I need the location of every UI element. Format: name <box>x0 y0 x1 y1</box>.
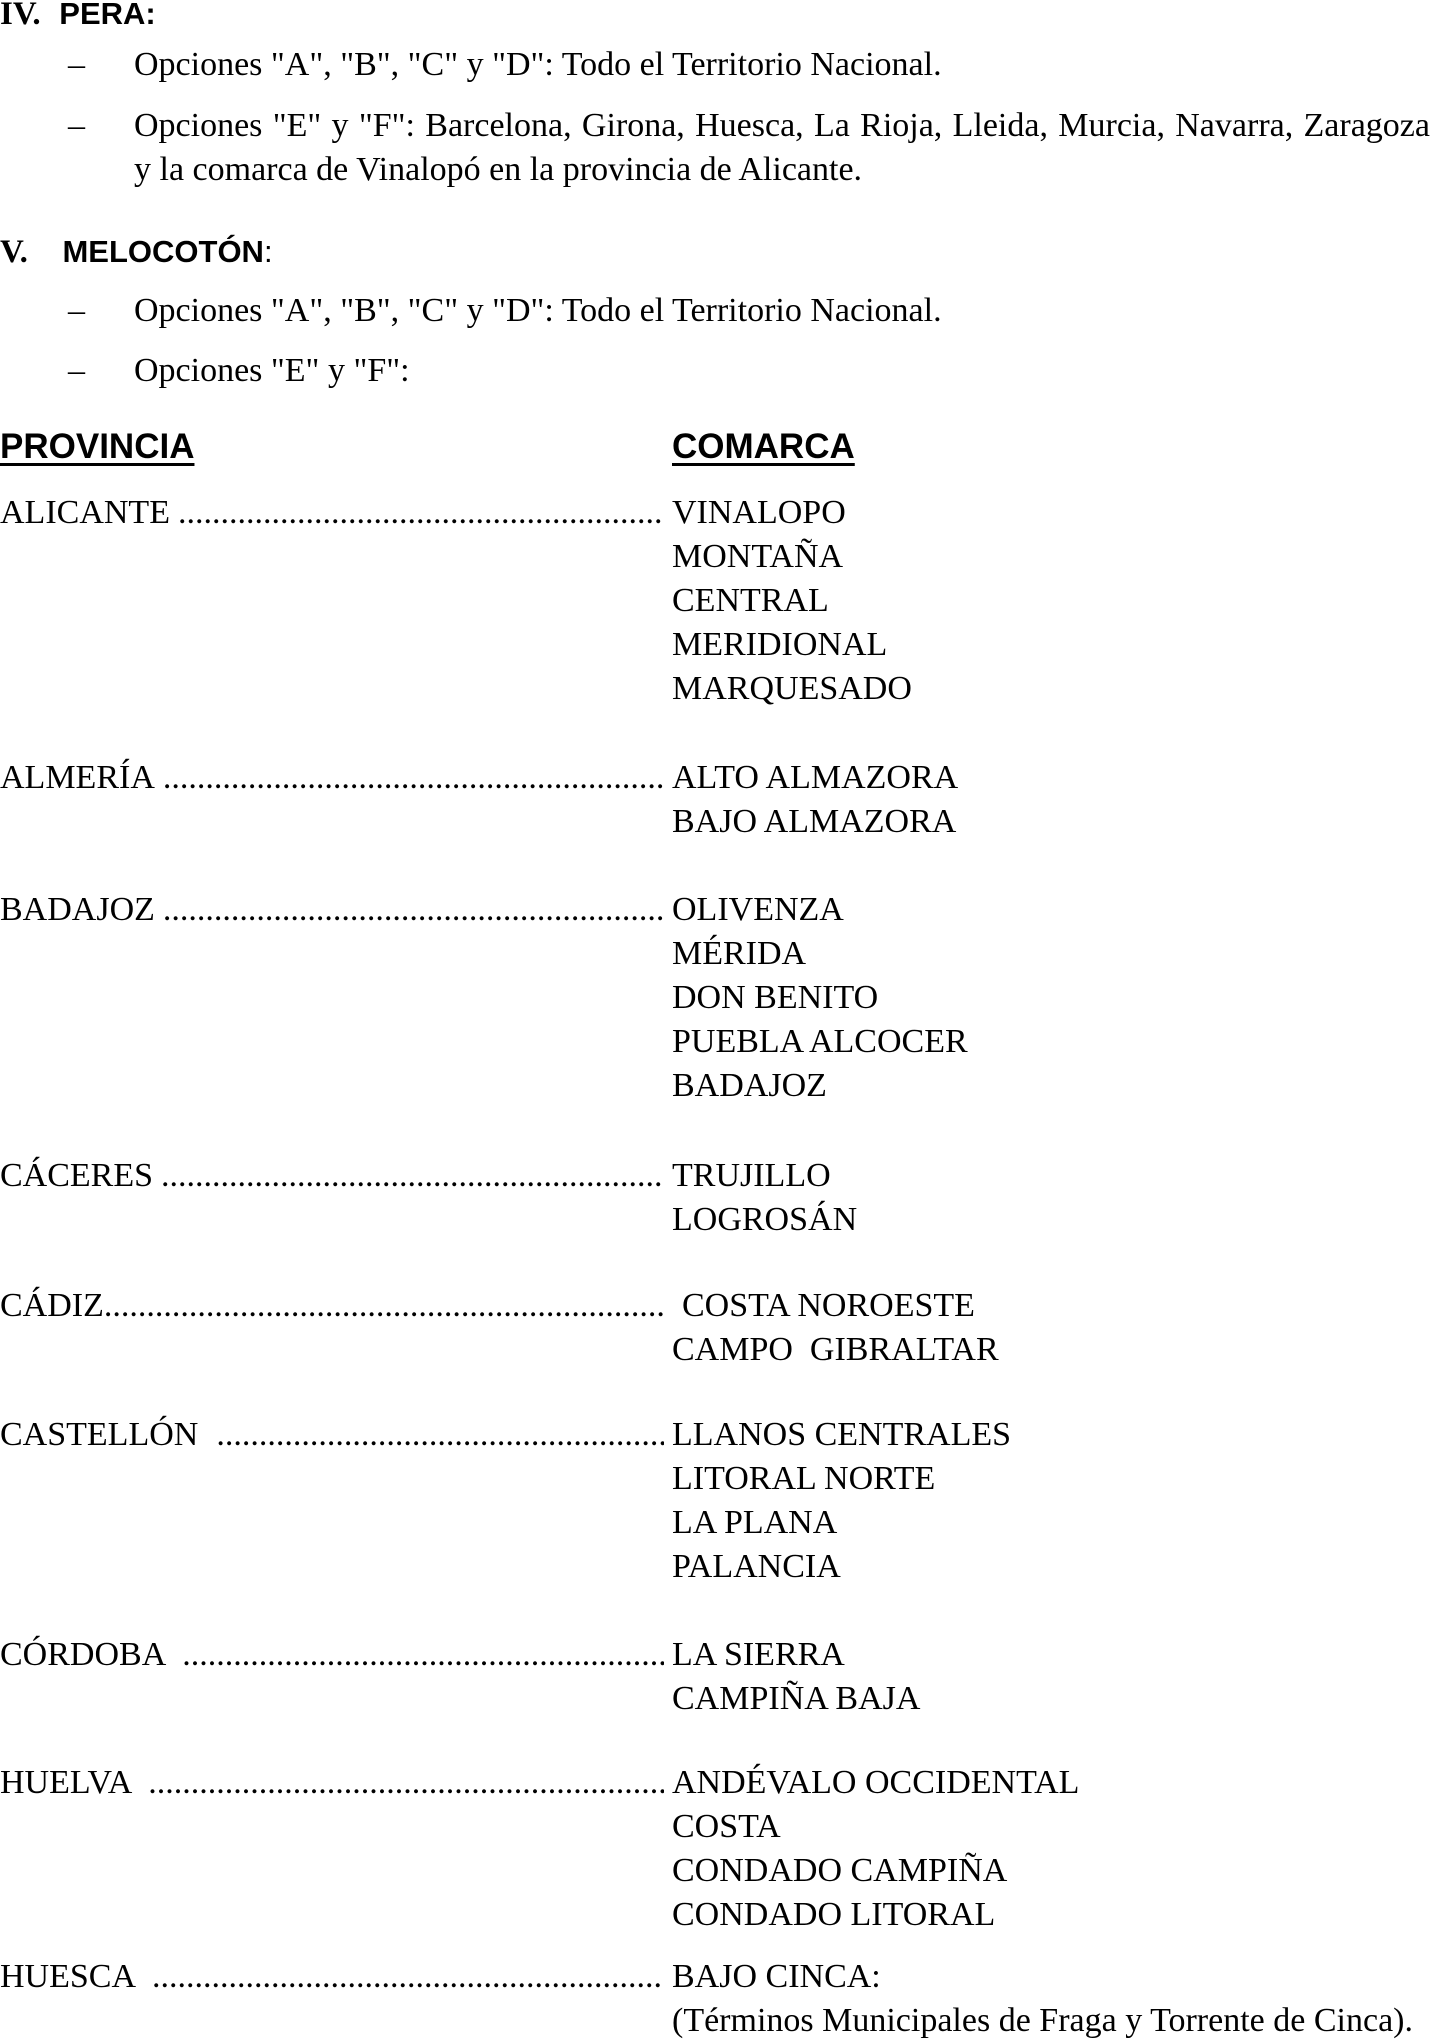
comarca-item: MONTAÑA <box>672 538 844 575</box>
provincia-name: ALICANTE <box>0 494 170 531</box>
comarca-item: PALANCIA <box>672 1548 841 1585</box>
comarca-item: LA SIERRA <box>672 1636 845 1673</box>
dot-leader <box>216 1413 664 1457</box>
comarca-item: COSTA <box>672 1808 781 1845</box>
comarca-item: LOGROSÁN <box>672 1201 858 1238</box>
provincia-name: CÓRDOBA <box>0 1636 167 1673</box>
dash-bullet: – <box>68 46 85 83</box>
comarca-list <box>672 1955 1432 2043</box>
comarca-list <box>672 1761 1432 1937</box>
provincia-cell <box>0 1761 664 1805</box>
comarca-list <box>672 1284 1432 1372</box>
comarca-item: CONDADO LITORAL <box>672 1896 996 1933</box>
dot-leader <box>104 1284 664 1328</box>
comarca-item: CENTRAL <box>672 582 829 619</box>
provincia-name: ALMERÍA <box>0 759 155 796</box>
comarca-item: VINALOPO <box>672 494 846 531</box>
comarca-item: PUEBLA ALCOCER <box>672 1023 968 1060</box>
dot-leader <box>163 888 664 932</box>
comarca-item: OLIVENZA <box>672 891 844 928</box>
section-title: MELOCOTÓN <box>62 234 264 269</box>
comarca-item: LA PLANA <box>672 1504 838 1541</box>
comarca-item: CONDADO CAMPIÑA <box>672 1852 1008 1889</box>
provincia-cell <box>0 1955 664 1999</box>
bullet-text: Opciones "E" y "F": Barcelona, Girona, Huesca, La Rioja, Lleida, Murcia, Navarra, Zaragoza y la comarca de Vinalopó en la provincia de Alicante. <box>134 107 1430 188</box>
comarca-item: MARQUESADO <box>672 670 912 707</box>
provincia-name: HUESCA <box>0 1958 137 1995</box>
provincia-name: BADAJOZ <box>0 891 155 928</box>
column-header-provincia: PROVINCIA <box>0 427 195 466</box>
dot-leader <box>148 1761 664 1805</box>
comarca-list <box>672 1154 1432 1242</box>
comarca-list <box>672 491 1432 711</box>
comarca-item: LITORAL NORTE <box>672 1460 936 1497</box>
dot-leader <box>178 491 664 535</box>
comarca-item: ANDÉVALO OCCIDENTAL <box>672 1764 1080 1801</box>
section-title-colon: : <box>263 234 273 269</box>
comarca-item: BAJO ALMAZORA <box>672 803 957 840</box>
provincia-name: CÁCERES <box>0 1157 154 1194</box>
provincia-cell <box>0 756 664 800</box>
bullet-text: Opciones "E" y "F": <box>134 352 410 389</box>
provincia-cell <box>0 888 664 932</box>
dot-leader <box>163 756 664 800</box>
bullet-text: Opciones "A", "B", "C" y "D": Todo el Territorio Nacional. <box>134 46 942 83</box>
comarca-item: TRUJILLO <box>672 1157 831 1194</box>
comarca-list <box>672 1633 1432 1721</box>
dash-bullet: – <box>68 352 85 389</box>
comarca-list <box>672 888 1432 1108</box>
comarca-item: CAMPIÑA BAJA <box>672 1680 921 1717</box>
comarca-item: DON BENITO <box>672 979 879 1016</box>
comarca-list <box>672 756 1432 844</box>
comarca-item: BADAJOZ <box>672 1067 827 1104</box>
provincia-cell <box>0 1154 664 1198</box>
bullet-text: Opciones "A", "B", "C" y "D": Todo el Territorio Nacional. <box>134 292 942 329</box>
comarca-note: (Términos Municipales de Fraga y Torrente de Cinca). <box>672 2002 1413 2039</box>
provincia-name: CÁDIZ <box>0 1287 104 1324</box>
provincia-cell <box>0 1284 664 1328</box>
dot-leader <box>182 1633 664 1677</box>
comarca-item: BAJO CINCA: <box>672 1958 881 1995</box>
section-number: IV. <box>0 0 41 32</box>
section-title: PERA: <box>59 0 156 31</box>
section-heading-pera <box>0 0 156 34</box>
dash-bullet: – <box>68 107 85 144</box>
section-number: V. <box>0 234 28 270</box>
dot-leader <box>161 1154 664 1198</box>
provincia-cell <box>0 1413 664 1457</box>
column-header-comarca: COMARCA <box>672 427 855 466</box>
provincia-name: CASTELLÓN <box>0 1416 199 1453</box>
provincia-name: HUELVA <box>0 1764 133 1801</box>
dot-leader <box>152 1955 664 1999</box>
comarca-list <box>672 1413 1432 1589</box>
comarca-item: LLANOS CENTRALES <box>672 1416 1012 1453</box>
comarca-item: COSTA NOROESTE <box>682 1287 975 1324</box>
comarca-item: MERIDIONAL <box>672 626 888 663</box>
comarca-item: MÉRIDA <box>672 935 807 972</box>
dash-bullet: – <box>68 292 85 329</box>
comarca-item: CAMPO GIBRALTAR <box>672 1331 999 1368</box>
provincia-cell <box>0 491 664 535</box>
section-heading-melocoton <box>0 232 273 272</box>
comarca-item: ALTO ALMAZORA <box>672 759 959 796</box>
provincia-cell <box>0 1633 664 1677</box>
